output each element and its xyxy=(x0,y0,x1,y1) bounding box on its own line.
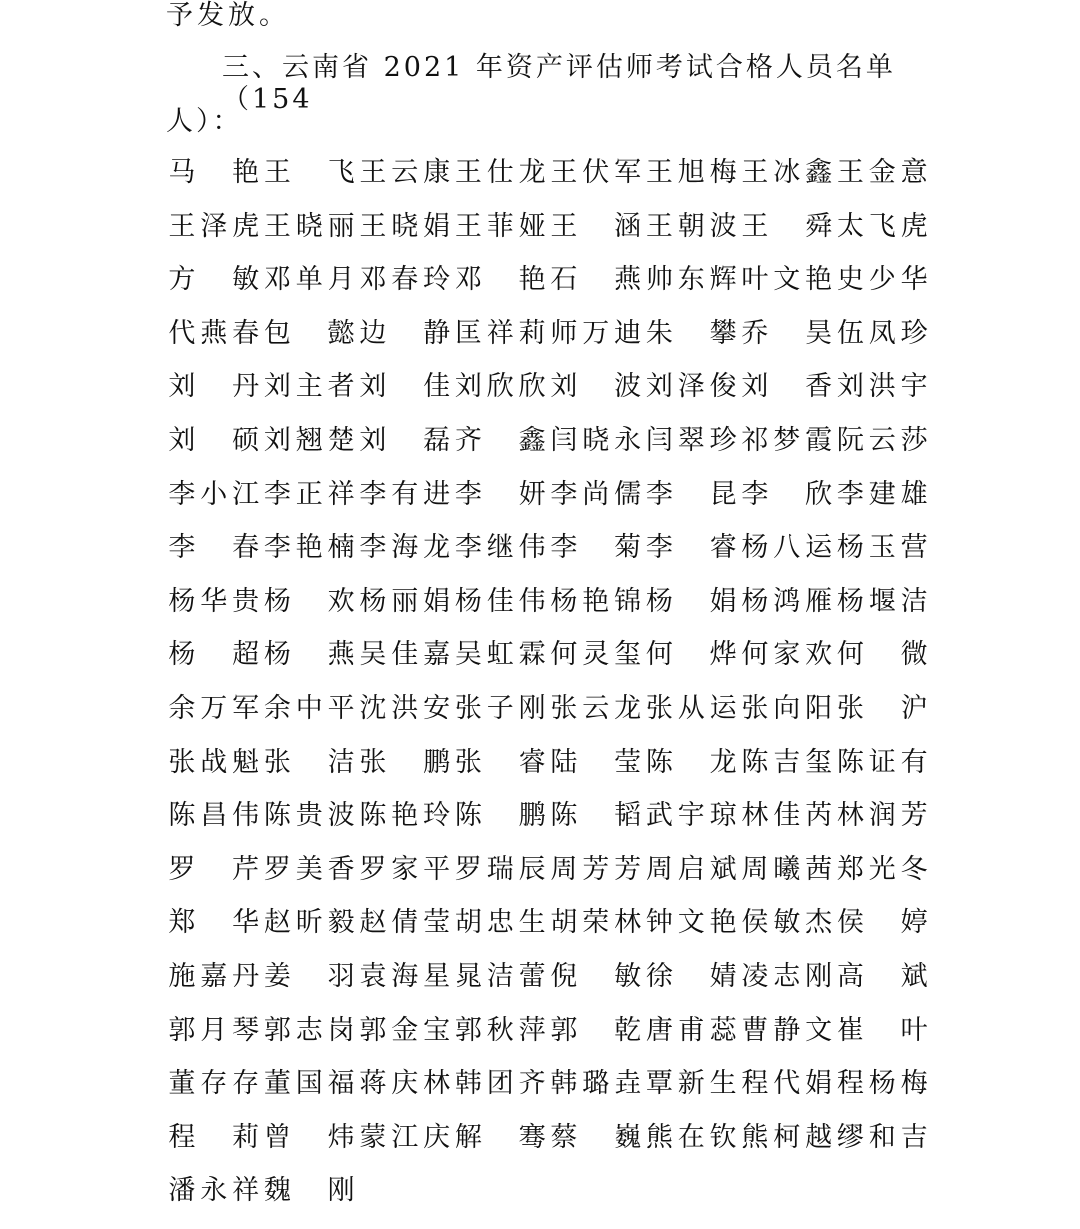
name-entry: 王 泽 虎 xyxy=(168,210,260,242)
name-entry: 罗 瑞 辰 xyxy=(454,853,546,885)
name-entry: 陈 昌 伟 xyxy=(168,800,260,832)
name-entry: 邓 单 月 xyxy=(263,264,355,296)
name-entry: 祁 梦 霞 xyxy=(741,424,833,456)
name-entry: 叶 文 艳 xyxy=(741,264,833,296)
name-entry: 何 烨 xyxy=(645,639,737,671)
name-entry: 周 启 斌 xyxy=(645,853,737,885)
name-entry: 李 艳 楠 xyxy=(263,532,355,564)
name-entry: 潘 永 祥 xyxy=(168,1175,260,1207)
name-entry: 帅 东 辉 xyxy=(645,264,737,296)
name-entry: 罗 芹 xyxy=(168,853,260,885)
name-entry: 师 万 迪 xyxy=(550,317,642,349)
name-entry: 施 嘉 丹 xyxy=(168,960,260,992)
name-entry: 林 佳 芮 xyxy=(741,800,833,832)
name-entry: 王 菲 娅 xyxy=(454,210,546,242)
name-entry: 吴 虹 霖 xyxy=(454,639,546,671)
name-entry: 杨 艳 锦 xyxy=(550,585,642,617)
name-entry: 郑 华 xyxy=(168,907,260,939)
name-entry: 杨 佳 伟 xyxy=(454,585,546,617)
name-entry: 陈 艳 玲 xyxy=(359,800,451,832)
name-entry: 余 万 军 xyxy=(168,692,260,724)
name-entry: 张 子 刚 xyxy=(454,692,546,724)
name-list xyxy=(166,157,926,1229)
name-entry: 赵 昕 毅 xyxy=(263,907,355,939)
name-entry: 郭 秋 萍 xyxy=(454,1014,546,1046)
name-entry: 马 艳 xyxy=(168,157,260,188)
name-entry: 李 欣 xyxy=(741,478,833,510)
name-entry: 边 静 xyxy=(359,317,451,349)
name-entry: 王 晓 娟 xyxy=(359,210,451,242)
name-entry: 熊 柯 越 xyxy=(741,1121,833,1153)
name-entry: 吴 佳 嘉 xyxy=(359,639,451,671)
name-entry: 王 仕 龙 xyxy=(454,157,546,188)
name-entry: 何 家 欢 xyxy=(741,639,833,671)
name-entry: 刘 主 者 xyxy=(263,371,355,403)
name-entry: 胡 荣 林 xyxy=(550,907,642,939)
name-entry: 朱 攀 xyxy=(645,317,737,349)
name-entry: 张 鹏 xyxy=(359,746,451,778)
name-entry: 李 正 祥 xyxy=(263,478,355,510)
name-entry: 伍 凤 珍 xyxy=(836,317,928,349)
name-entry: 陈 证 有 xyxy=(836,746,928,778)
name-entry: 刘 欣 欣 xyxy=(454,371,546,403)
name-entry: 杨 超 xyxy=(168,639,260,671)
name-entry: 蔡 巍 xyxy=(550,1121,642,1153)
name-entry: 周 曦 茜 xyxy=(741,853,833,885)
name-entry: 魏 刚 xyxy=(263,1175,355,1207)
name-entry: 解 骞 xyxy=(454,1121,546,1153)
name-entry: 韩 璐 垚 xyxy=(550,1068,642,1100)
name-entry: 刘 翘 楚 xyxy=(263,424,355,456)
name-entry: 罗 美 香 xyxy=(263,853,355,885)
name-entry: 邓 春 玲 xyxy=(359,264,451,296)
name-entry: 王 朝 波 xyxy=(645,210,737,242)
name-entry: 石 燕 xyxy=(550,264,642,296)
name-entry: 杨 丽 娟 xyxy=(359,585,451,617)
name-entry: 何 灵 玺 xyxy=(550,639,642,671)
name-entry: 王 金 意 xyxy=(836,157,928,188)
name-entry: 陆 莹 xyxy=(550,746,642,778)
name-entry: 李 昆 xyxy=(645,478,737,510)
name-entry: 晁 洁 蕾 xyxy=(454,960,546,992)
name-entry: 王 旭 梅 xyxy=(645,157,737,188)
name-entry: 刘 泽 俊 xyxy=(645,371,737,403)
name-entry: 何 微 xyxy=(836,639,928,671)
name-entry: 赵 倩 莹 xyxy=(359,907,451,939)
name-entry: 李 菊 xyxy=(550,532,642,564)
name-entry: 陈 龙 xyxy=(645,746,737,778)
name-entry: 程 莉 xyxy=(168,1121,260,1153)
name-entry: 郭 乾 xyxy=(550,1014,642,1046)
name-entry: 周 芳 芳 xyxy=(550,853,642,885)
name-entry: 代 燕 春 xyxy=(168,317,260,349)
name-entry: 王 云 康 xyxy=(359,157,451,188)
name-entry: 张 沪 xyxy=(836,692,928,724)
name-entry: 姜 羽 xyxy=(263,960,355,992)
section-heading: 三、云南省 2021 年资产评估师考试合格人员名单（154 xyxy=(222,52,896,115)
name-entry: 太 飞 虎 xyxy=(836,210,928,242)
name-entry: 缪 和 吉 xyxy=(836,1121,928,1153)
name-entry: 王 伏 军 xyxy=(550,157,642,188)
name-entry: 方 敏 xyxy=(168,264,260,296)
name-entry: 袁 海 星 xyxy=(359,960,451,992)
name-entry: 蒙 江 庆 xyxy=(359,1121,451,1153)
name-entry: 陈 贵 波 xyxy=(263,800,355,832)
name-entry: 曹 静 文 xyxy=(741,1014,833,1046)
name-entry: 郭 月 琴 xyxy=(168,1014,260,1046)
name-entry: 韩 团 齐 xyxy=(454,1068,546,1100)
name-entry: 张 云 龙 xyxy=(550,692,642,724)
name-entry: 罗 家 平 xyxy=(359,853,451,885)
name-entry: 张 从 运 xyxy=(645,692,737,724)
name-entry: 刘 磊 xyxy=(359,424,451,456)
name-entry: 齐 鑫 xyxy=(454,424,546,456)
name-entry: 李 睿 xyxy=(645,532,737,564)
name-entry: 林 润 芳 xyxy=(836,800,928,832)
name-entry: 杨 八 运 xyxy=(741,532,833,564)
name-entry: 侯 婷 xyxy=(836,907,928,939)
name-entry: 乔 昊 xyxy=(741,317,833,349)
name-entry: 钟 文 艳 xyxy=(645,907,737,939)
name-entry: 余 中 平 xyxy=(263,692,355,724)
name-entry: 郭 志 岗 xyxy=(263,1014,355,1046)
name-entry: 邓 艳 xyxy=(454,264,546,296)
name-entry: 陈 韬 xyxy=(550,800,642,832)
name-entry: 崔 叶 xyxy=(836,1014,928,1046)
name-entry: 蒋 庆 林 xyxy=(359,1068,451,1100)
name-entry: 王 飞 xyxy=(263,157,355,188)
name-entry: 刘 硕 xyxy=(168,424,260,456)
name-entry: 张 洁 xyxy=(263,746,355,778)
name-entry: 高 斌 xyxy=(836,960,928,992)
name-entry: 王 冰 鑫 xyxy=(741,157,833,188)
name-entry: 刘 丹 xyxy=(168,371,260,403)
name-entry: 刘 波 xyxy=(550,371,642,403)
name-entry: 覃 新 生 xyxy=(645,1068,737,1100)
name-entry: 张 向 阳 xyxy=(741,692,833,724)
section-heading-continuation: 人）： xyxy=(166,106,243,137)
name-entry: 倪 敏 xyxy=(550,960,642,992)
previous-paragraph-fragment: 予发放。 xyxy=(166,0,290,31)
name-entry: 刘 香 xyxy=(741,371,833,403)
name-entry: 陈 鹏 xyxy=(454,800,546,832)
name-entry: 郭 金 宝 xyxy=(359,1014,451,1046)
name-entry: 李 继 伟 xyxy=(454,532,546,564)
name-entry: 杨 鸿 雁 xyxy=(741,585,833,617)
name-entry: 王 晓 丽 xyxy=(263,210,355,242)
name-entry: 匡 祥 莉 xyxy=(454,317,546,349)
name-entry: 胡 忠 生 xyxy=(454,907,546,939)
name-entry: 杨 玉 营 xyxy=(836,532,928,564)
name-entry: 史 少 华 xyxy=(836,264,928,296)
name-entry: 闫 晓 永 xyxy=(550,424,642,456)
name-entry: 李 尚 儒 xyxy=(550,478,642,510)
name-entry: 程 杨 梅 xyxy=(836,1068,928,1100)
name-entry: 李 小 江 xyxy=(168,478,260,510)
name-entry: 唐 甫 蕊 xyxy=(645,1014,737,1046)
name-entry: 武 宇 琼 xyxy=(645,800,737,832)
name-entry: 王 涵 xyxy=(550,210,642,242)
name-entry: 刘 佳 xyxy=(359,371,451,403)
name-entry: 张 战 魁 xyxy=(168,746,260,778)
name-entry: 李 海 龙 xyxy=(359,532,451,564)
name-entry: 程 代 娟 xyxy=(741,1068,833,1100)
name-entry: 曾 炜 xyxy=(263,1121,355,1153)
name-entry: 杨 燕 xyxy=(263,639,355,671)
name-entry: 包 懿 xyxy=(263,317,355,349)
name-entry: 李 春 xyxy=(168,532,260,564)
name-entry: 李 妍 xyxy=(454,478,546,510)
name-entry: 李 有 进 xyxy=(359,478,451,510)
name-entry: 沈 洪 安 xyxy=(359,692,451,724)
name-entry: 杨 欢 xyxy=(263,585,355,617)
name-entry: 郑 光 冬 xyxy=(836,853,928,885)
name-entry: 凌 志 刚 xyxy=(741,960,833,992)
name-entry: 刘 洪 宇 xyxy=(836,371,928,403)
name-entry: 李 建 雄 xyxy=(836,478,928,510)
name-entry: 阮 云 莎 xyxy=(836,424,928,456)
name-entry: 杨 堰 洁 xyxy=(836,585,928,617)
name-entry: 杨 华 贵 xyxy=(168,585,260,617)
name-entry: 闫 翠 珍 xyxy=(645,424,737,456)
name-entry: 熊 在 钦 xyxy=(645,1121,737,1153)
name-entry: 侯 敏 杰 xyxy=(741,907,833,939)
name-entry: 杨 娟 xyxy=(645,585,737,617)
name-entry: 徐 婧 xyxy=(645,960,737,992)
name-entry: 张 睿 xyxy=(454,746,546,778)
name-entry: 王 舜 xyxy=(741,210,833,242)
name-entry: 董 存 存 xyxy=(168,1068,260,1100)
name-entry: 陈 吉 玺 xyxy=(741,746,833,778)
name-entry: 董 国 福 xyxy=(263,1068,355,1100)
